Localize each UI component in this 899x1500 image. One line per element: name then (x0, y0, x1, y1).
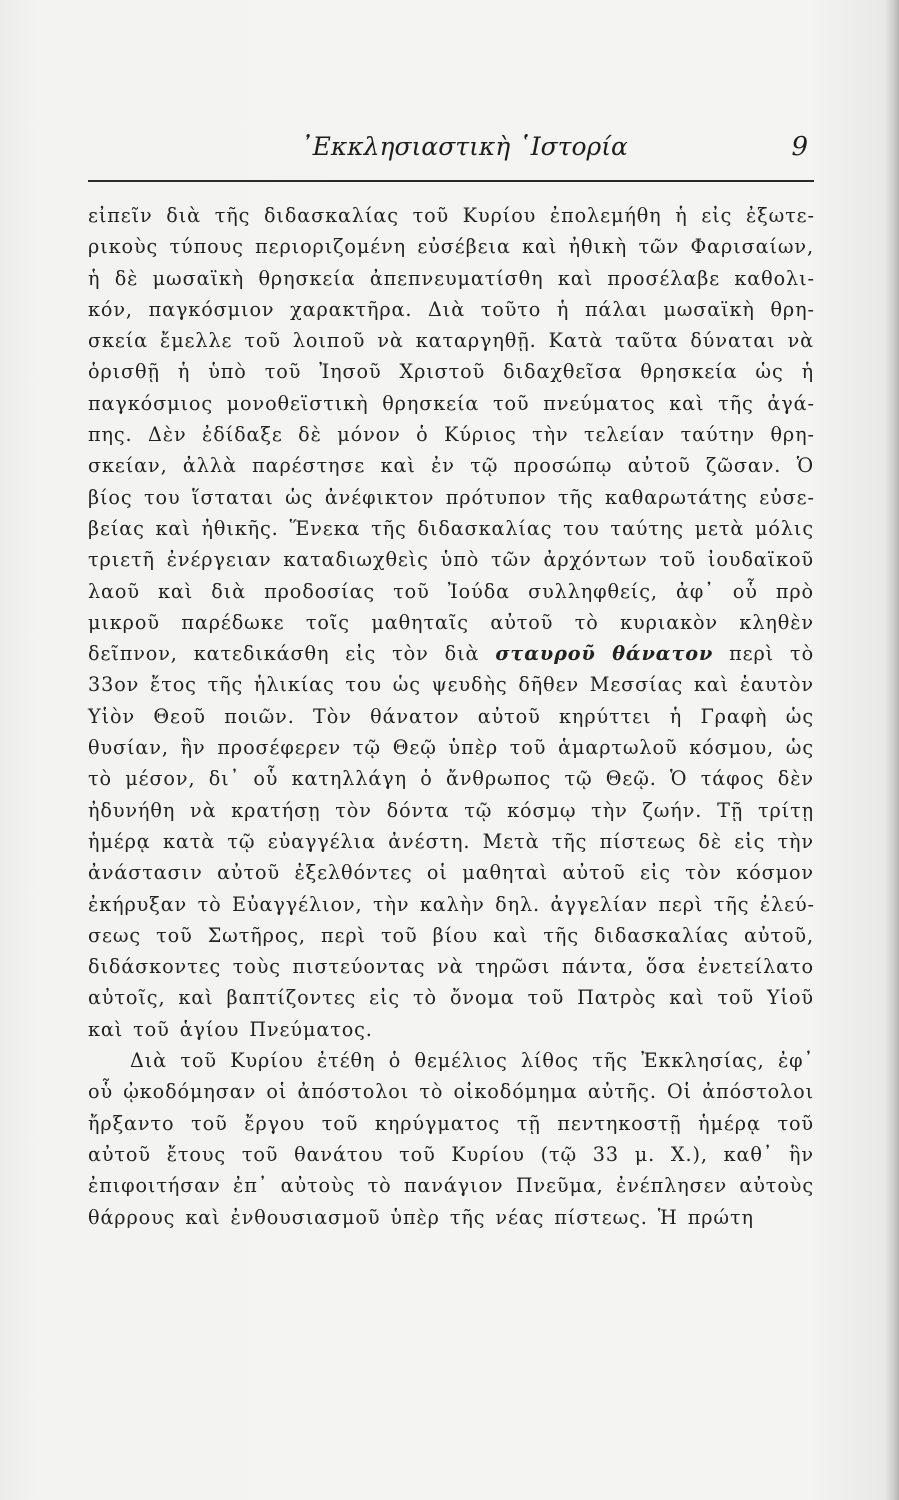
paragraph-2: Διὰ τοῦ Κυρίου ἐτέθη ὁ θεμέλιος λίθος τῆς Ἐκκλησίας, ἐφ᾿ οὗ ᾠκοδόμησαν οἱ ἀπόστολοι τὸ οἰκοδόμημα αὐτῆς. Οἱ ἀπόστολοι ἤρξαντο τοῦ ἔργου τοῦ κηρύγματος τῇ πεντηκοστῇ ἡμέρᾳ τοῦ αὐτοῦ ἔτους τοῦ θανάτου τοῦ Κυρίου (τῷ 33 μ. Χ.), καθ᾿ ἣν ἐπιφοιτήσαν ἐπ᾿ αὐτοὺς τὸ πανάγιον Πνεῦμα, ἐνέπλησεν αὐτοὺς θάρρους καὶ ἐνθουσιασμοῦ ὑπὲρ τῆς νέας πίστεως. Ἡ πρώτη (88, 1049, 814, 1229)
running-head-title: ᾿Εκκλησιαστικὴ ῾Ιστορία (300, 132, 628, 161)
paragraph-1 (88, 200, 814, 1045)
body-text (88, 200, 814, 1233)
page-number: 9 (791, 132, 808, 162)
paragraph-1-text-a: εἰπεῖν διὰ τῆς διδασκαλίας τοῦ Κυρίου ἐπολεμήθη ἡ εἰς ἐξωτερικοὺς τύπους περιοριζομένη εὐσέβεια καὶ ἠθικὴ τῶν Φαρισαίων, ἡ δὲ μωσαϊκὴ θρησκεία ἀπεπνευματίσθη καὶ προσέλαβε καθολικόν, παγκόσμιον χαρακτῆρα. Διὰ τοῦτο ἡ πάλαι μωσαϊκὴ θρησκεία ἔμελλε τοῦ λοιποῦ νὰ καταργηθῇ. Κατὰ ταῦτα δύναται νὰ ὁρισθῇ ἡ ὑπὸ τοῦ Ἰησοῦ Χριστοῦ διδαχθεῖσα θρησκεία ὡς ἡ παγκόσμιος μονοθεϊστικὴ θρησκεία τοῦ πνεύματος καὶ τῆς ἀγάπης. Δὲν ἐδίδαξε δὲ μόνον ὁ Κύριος τὴν τελείαν ταύτην θρησκείαν, ἀλλὰ παρέστησε καὶ ἐν τῷ προσώπῳ αὐτοῦ ζῶσαν. Ὁ βίος του ἵσταται ὡς ἀνέφικτον πρότυπον τῆς καθαρωτάτης εὐσεβείας καὶ ἠθικῆς. Ἕνεκα τῆς διδασκαλίας του ταύτης μετὰ μόλις τριετῆ ἐνέργειαν καταδιωχθεὶς ὑπὸ τῶν ἀρχόντων τοῦ ἰουδαϊκοῦ λαοῦ καὶ διὰ προδοσίας τοῦ Ἰούδα συλληφθείς, ἀφ᾿ οὗ πρὸ μικροῦ παρέδωκε τοῖς μαθηταῖς αὐτοῦ τὸ κυριακὸν κληθὲν δεῖπνον, κατεδικάσθη εἰς τὸν διὰ (88, 204, 814, 666)
emphasis-cross-death: σταυροῦ θάνατον (495, 642, 714, 666)
running-header (88, 128, 812, 168)
header-rule (88, 180, 814, 182)
paragraph-1-text-b: περὶ τὸ 33ον ἔτος τῆς ἡλικίας του ὡς ψευδὴς δῆθεν Μεσσίας καὶ ἑαυτὸν Υἱὸν Θεοῦ ποιῶν. Τὸν θάνατον αὐτοῦ κηρύττει ἡ Γραφὴ ὡς θυσίαν, ἣν προσέφερεν τῷ Θεῷ ὑπὲρ τοῦ ἁμαρτωλοῦ κόσμου, ὡς τὸ μέσον, δι᾿ οὗ κατηλλάγη ὁ ἄνθρωπος τῷ Θεῷ. Ὁ τάφος δὲν ἠδυνήθη νὰ κρατήσῃ τὸν δόντα τῷ κόσμῳ τὴν ζωήν. Τῇ τρίτῃ ἡμέρᾳ κατὰ τῷ εὐαγγέλια ἀνέστη. Μετὰ τῆς πίστεως δὲ εἰς τὴν ἀνάστασιν αὐτοῦ ἐξελθόντες οἱ μαθηταὶ αὐτοῦ εἰς τὸν κόσμον ἐκήρυξαν τὸ Εὐαγγέλιον, τὴν καλὴν δηλ. ἀγγελίαν περὶ τῆς ἐλεύσεως τοῦ Σωτῆρος, περὶ τοῦ βίου καὶ τῆς διδασκαλίας αὐτοῦ, διδάσκοντες τοὺς πιστεύοντας νὰ τηρῶσι πάντα, ὅσα ἐνετείλατο αὐτοῖς, καὶ βαπτίζοντες εἰς τὸ ὄνομα τοῦ Πατρὸς καὶ τοῦ Υἱοῦ καὶ τοῦ ἁγίου Πνεύματος. (88, 642, 815, 1041)
page-edge-shadow (885, 0, 899, 1500)
